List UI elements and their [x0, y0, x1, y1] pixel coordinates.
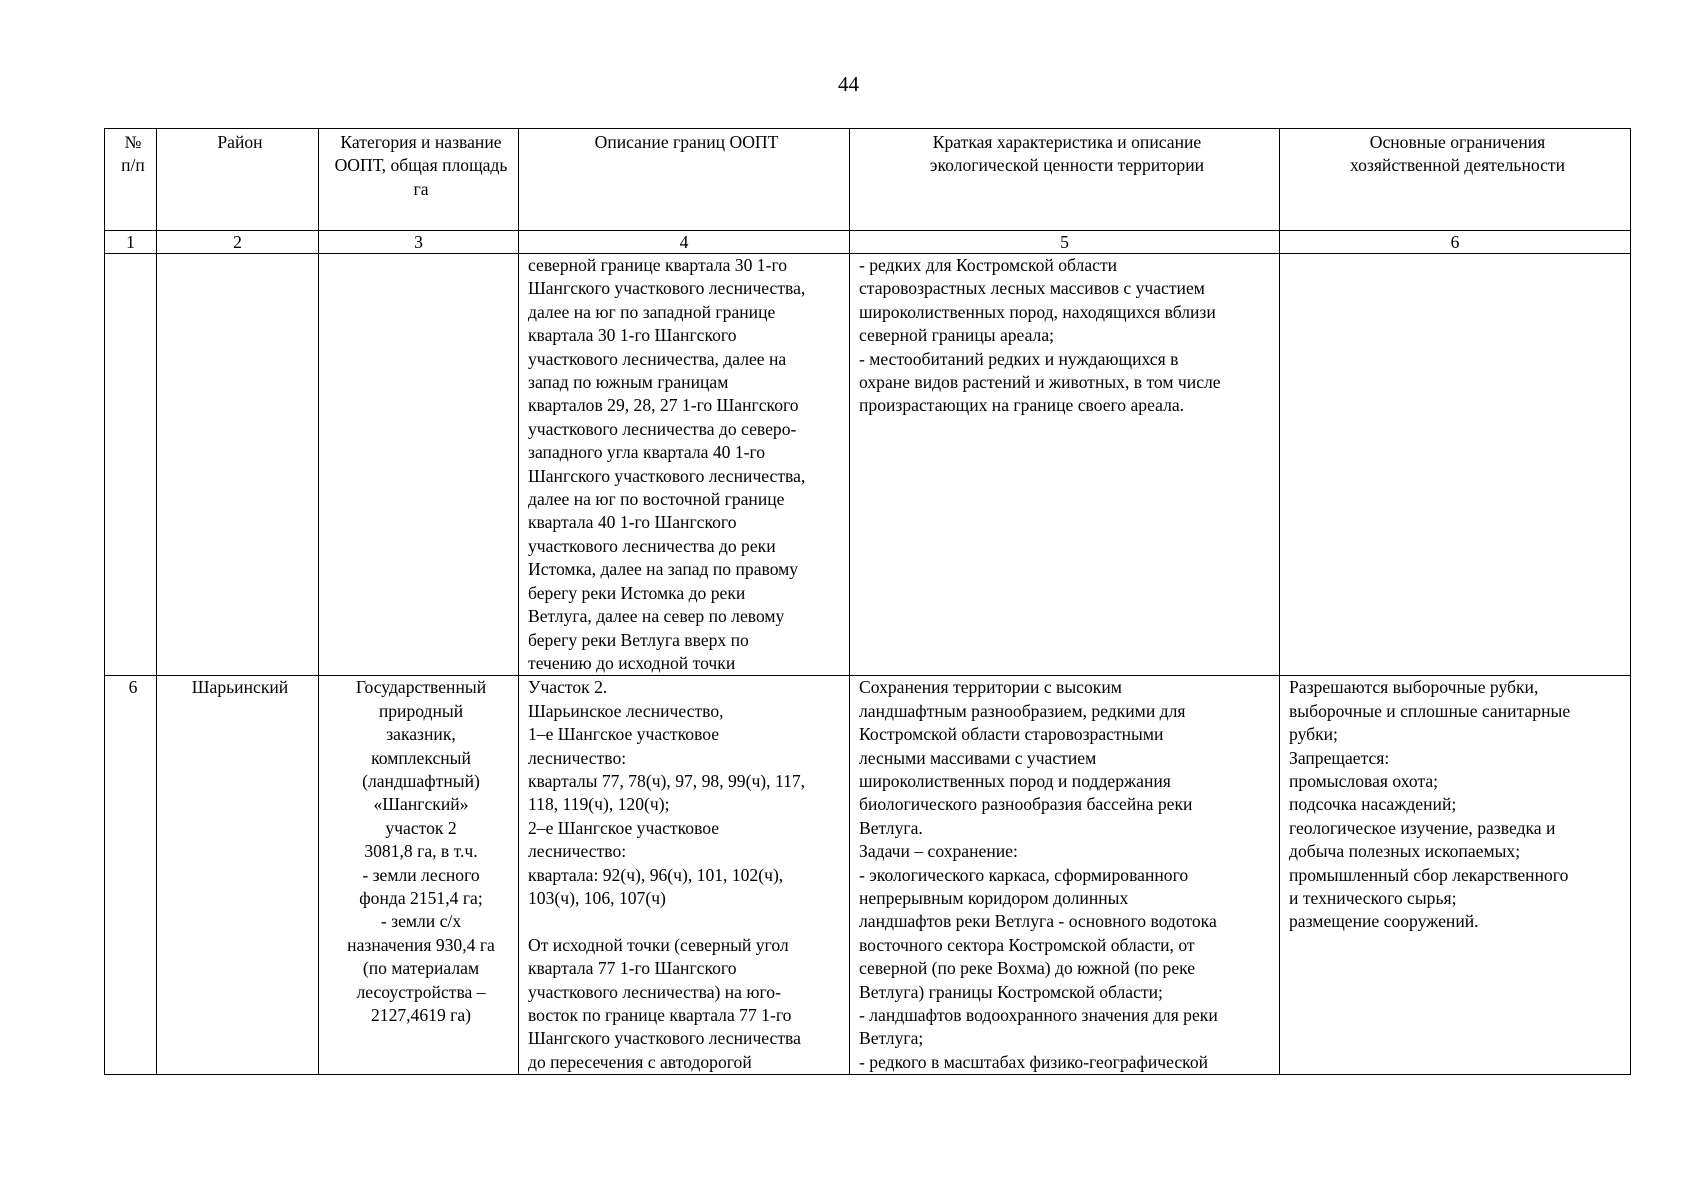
- column-number-row: [105, 231, 1631, 254]
- page-number: 44: [838, 72, 859, 96]
- row-number: 6: [105, 676, 157, 1075]
- header-district: Район: [157, 129, 319, 231]
- header-borders: Описание границ ООПТ: [519, 129, 850, 231]
- row-number: [105, 254, 157, 676]
- column-number: 5: [850, 231, 1280, 254]
- table-row: [105, 676, 1631, 1075]
- row-borders: северной границе квартала 30 1-го Шангского участкового лесничества, далее на юг по западной границе квартала 30 1-го Шангского участкового лесничества, далее на запад по южным границам кварталов 29, 28, 27 1-го Шангского участкового лесничества до северо- западного угла квартала 40 1-го Шангского участкового лесничества, далее на юг по восточной границе квартала 40 1-го Шангского участкового лесничества до реки Истомка, далее на запад по правому берегу реки Истомка до реки Ветлуга, далее на север по левому берегу реки Ветлуга вверх по течению до исходной точки: [519, 254, 850, 676]
- row-restrictions: [1280, 254, 1631, 676]
- header-restrictions: Основные ограничения хозяйственной деятельности: [1280, 129, 1631, 231]
- header-category: Категория и название ООПТ, общая площадь га: [319, 129, 519, 231]
- oopt-table: [104, 128, 1631, 1075]
- column-number: 1: [105, 231, 157, 254]
- row-restrictions: Разрешаются выборочные рубки, выборочные и сплошные санитарные рубки; Запрещается: промысловая охота; подсочка насаждений; геологическое изучение, разведка и добыча полезных ископаемых; промышленный сбор лекарственного и технического сырья; размещение сооружений.: [1280, 676, 1631, 1075]
- header-characteristics: Краткая характеристика и описание экологической ценности территории: [850, 129, 1280, 231]
- row-category: [319, 254, 519, 676]
- row-characteristics: Сохранения территории с высоким ландшафтным разнообразием, редкими для Костромской области старовозрастными лесными массивами с участием широколиственных пород и поддержания биологического разнообразия бассейна реки Ветлуга. Задачи – сохранение: - экологического каркаса, сформированного непрерывным коридором долинных ландшафтов реки Ветлуга - основного водотока восточного сектора Костромской области, от северной (по реке Вохма) до южной (по реке Ветлуга) границы Костромской области; - ландшафтов водоохранного значения для реки Ветлуга; - редкого в масштабах физико-географической: [850, 676, 1280, 1075]
- column-number: 6: [1280, 231, 1631, 254]
- row-district: Шарьинский: [157, 676, 319, 1075]
- table-row: [105, 254, 1631, 676]
- column-number: 2: [157, 231, 319, 254]
- row-borders: Участок 2. Шарьинское лесничество, 1–е Шангское участковое лесничество: кварталы 77, 78(ч), 97, 98, 99(ч), 117, 118, 119(ч), 120(ч); 2–е Шангское участковое лесничество: квартала: 92(ч), 96(ч), 101, 102(ч), 103(ч), 106, 107(ч) От исходной точки (северный угол квартала 77 1-го Шангского участкового лесничества) на юго- восток по границе квартала 77 1-го Шангского участкового лесничества до пересечения с автодорогой: [519, 676, 850, 1075]
- table-header-row: [105, 129, 1631, 231]
- column-number: 3: [319, 231, 519, 254]
- row-characteristics: - редких для Костромской области старовозрастных лесных массивов с участием широколиственных пород, находящихся вблизи северной границы ареала; - местообитаний редких и нуждающихся в охране видов растений и животных, в том числе произрастающих на границе своего ареала.: [850, 254, 1280, 676]
- column-number: 4: [519, 231, 850, 254]
- header-number: № п/п: [105, 129, 157, 231]
- row-category: Государственный природный заказник, комплексный (ландшафтный) «Шангский» участок 2 3081,8 га, в т.ч. - земли лесного фонда 2151,4 га; - земли с/х назначения 930,4 га (по материалам лесоустройства – 2127,4619 га): [319, 676, 519, 1075]
- row-district: [157, 254, 319, 676]
